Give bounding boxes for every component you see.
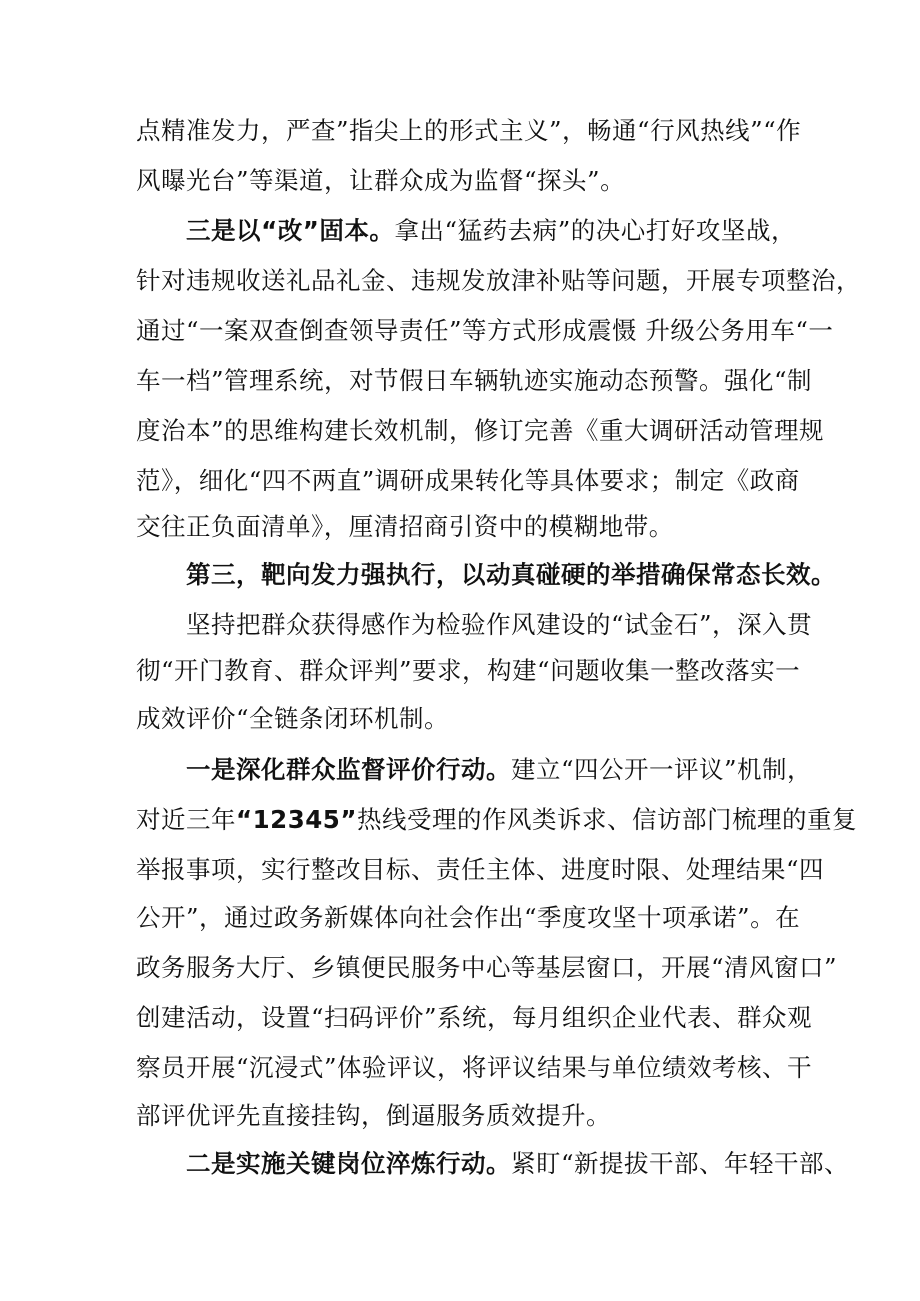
paragraph-first-line — [186, 216, 796, 246]
text-line: 彻“开门教育、群众评判”要求，构建“问题收集一整改落实一 — [136, 656, 801, 685]
paragraph-text: 建立“四公开一评议”机制， — [511, 755, 813, 784]
paragraph-first-line — [186, 1149, 850, 1179]
paragraph-text: 紧盯“新提拔干部、年轻干部、 — [511, 1149, 850, 1178]
text-line: 风曝光台”等渠道，让群众成为监督“探头”。 — [136, 166, 626, 195]
text-line: 成效评价“全链条闭环机制。 — [136, 704, 450, 733]
paragraph-first-line: 坚持把群众获得感作为检验作风建设的“试金石”，深入贯 — [186, 610, 813, 639]
text-segment: 热线受理的作风类诉求、信访部门梳理的重复 — [356, 805, 857, 834]
text-line: 点精准发力，严查”指尖上的形式主义”，畅通“行风热线”“作 — [136, 116, 802, 145]
text-line: 车一档”管理系统，对节假日车辆轨迹实施动态预警。强化“制 — [136, 366, 813, 395]
text-line: 针对违规收送礼品礼金、违规发放津补贴等问题，开展专项整治， — [136, 266, 861, 295]
text-line: 举报事项，实行整改目标、责任主体、进度时限、处理结果“四 — [136, 855, 825, 884]
text-line: 部评优评先直接挂钩，倒逼服务质效提升。 — [136, 1101, 611, 1130]
text-line: 度治本”的思维构建长效机制，修订完善《重大调研活动管理规 — [136, 416, 825, 445]
text-line: 交往正负面清单》，厘清招商引资中的模糊地带。 — [136, 512, 674, 541]
text-line: 通过“一案双查倒查领导责任”等方式形成震慑 升级公务用车“一 — [136, 316, 834, 345]
text-line: 察员开展“沉浸式”体验评议，将评议结果与单位绩效考核、干 — [136, 1053, 813, 1082]
text-line: 范》，细化“四不两直”调研成果转化等具体要求；制定《政商 — [136, 466, 800, 495]
paragraph-heading: 二是实施关键岗位淬炼行动。 — [186, 1149, 511, 1178]
text-line: 政务服务大厅、乡镇便民服务中心等基层窗口，开展“清风窗口” — [136, 953, 838, 982]
text-segment: 对近三年 — [136, 805, 236, 834]
text-line: 公开”，通过政务新媒体向社会作出“季度攻坚十项承诺”。在 — [136, 903, 801, 932]
text-line: 创建活动，设置“扫码评价”系统，每月组织企业代表、群众观 — [136, 1003, 813, 1032]
paragraph-first-line — [186, 755, 813, 785]
section-heading: 第三，靶向发力强执行，以动真碰硬的举措确保常态长效。 — [186, 560, 836, 589]
paragraph-text: 拿出“猛药去病”的决心打好攻坚战， — [394, 216, 796, 245]
paragraph-heading: 三是以“改”固本。 — [186, 216, 395, 245]
hotline-number: “12345” — [236, 805, 357, 834]
text-line — [136, 805, 857, 835]
paragraph-heading: 一是深化群众监督评价行动。 — [186, 755, 511, 784]
